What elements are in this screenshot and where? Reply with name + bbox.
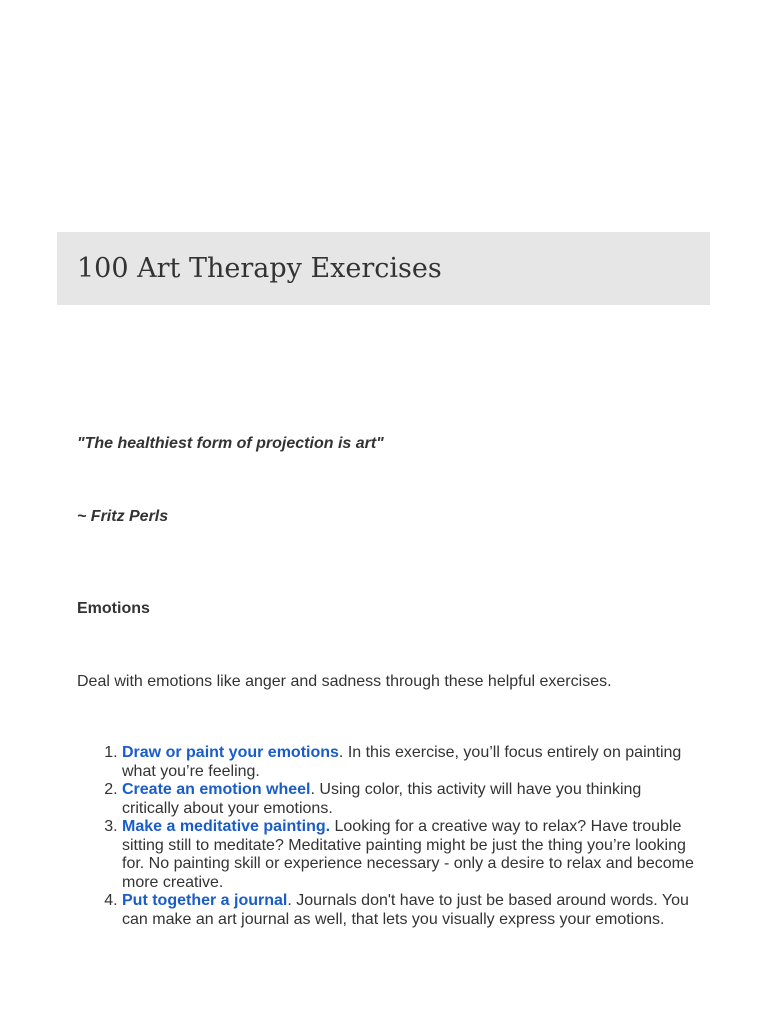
quote-author: ~ Fritz Perls xyxy=(77,508,169,525)
exercise-item xyxy=(122,781,697,818)
exercise-description: Journals don't have to just be based around words. You can make an art journal as well, that lets you visually express your emotions. xyxy=(122,892,689,928)
exercise-punct: . xyxy=(310,781,315,798)
exercise-item xyxy=(122,744,697,781)
exercise-list xyxy=(77,744,697,929)
exercise-punct: . xyxy=(287,892,292,909)
exercise-link[interactable]: Draw or paint your emotions xyxy=(122,744,339,761)
exercise-link[interactable]: Make a meditative painting. xyxy=(122,818,331,835)
exercise-link[interactable]: Create an emotion wheel xyxy=(122,781,311,798)
exercise-item xyxy=(122,892,697,929)
exercise-description: Using color, this activity will have you thinking critically about your emotions. xyxy=(122,781,642,817)
exercise-description: Looking for a creative way to relax? Have trouble sitting still to meditate? Meditative painting might be just the thing you’re looking for. No painting skill or experience necessary - only a desire to relax and become more creative. xyxy=(122,818,694,891)
section-intro: Deal with emotions like anger and sadness through these helpful exercises. xyxy=(77,673,612,690)
quote-text: "The healthiest form of projection is art" xyxy=(77,435,384,452)
exercise-item xyxy=(122,818,697,892)
exercise-description: In this exercise, you’ll focus entirely on painting what you’re feeling. xyxy=(122,744,682,780)
section-heading-emotions: Emotions xyxy=(77,600,150,617)
exercise-punct: . xyxy=(338,744,344,761)
title-banner xyxy=(57,232,710,305)
exercise-link[interactable]: Put together a journal xyxy=(122,892,288,909)
page-title: 100 Art Therapy Exercises xyxy=(77,253,442,284)
